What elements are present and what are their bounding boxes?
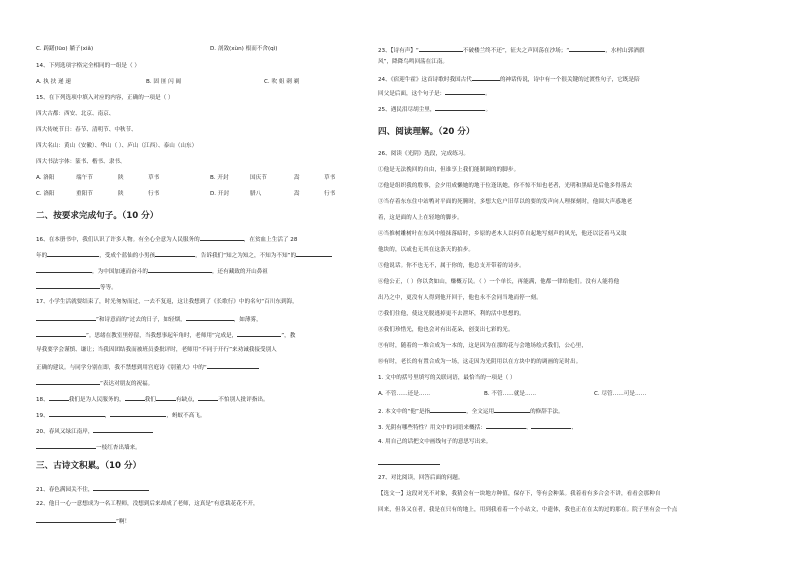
q15-option-b-4: 草书 (324, 175, 336, 181)
q18-text: 我们是为人民服务的， (68, 397, 125, 403)
passage-line: ①他是无法挽回的自由，但谁享上我们能制调的的脚步。 (378, 167, 520, 173)
q15-option-c-3: 陕 (118, 191, 124, 197)
q17-line-4: 导我要学会谨慎、谦让；当我因团结我而被班员委批评时，老师用“不同于开行”来劝诫我接受别人 (36, 347, 277, 353)
answer-blank[interactable] (486, 422, 526, 429)
q19-text: 19、 (36, 413, 49, 419)
q17-line-3 (36, 330, 295, 340)
q23-text: ，水村山郭酒旗 (605, 48, 645, 54)
q23-line-1 (378, 45, 644, 55)
q19-text: ，蚂蚁不高飞。 (166, 413, 206, 419)
q27-passage-line: 回来，但各又在者，我是在只有的地上，用到我看着一个小站文，中遗体，我也正在在太的过的那在。院子里有会一个点 (378, 507, 678, 513)
answer-blank[interactable] (49, 394, 69, 401)
q2-line (378, 406, 564, 416)
q17-text: ”表达对朋友的祝福。 (100, 381, 154, 387)
answer-blank[interactable] (156, 394, 176, 401)
q16-text: 16、在本册书中，我们认识了许多人物。有全心全意为人民服务的 (36, 237, 200, 243)
q19-line (36, 410, 206, 420)
q27-stem: 27、对比阅读，回答后面的问题。 (378, 475, 464, 481)
q16-line-3 (36, 266, 268, 276)
answer-blank[interactable] (186, 314, 234, 321)
q16-text: ，受成个蓝仙的小男孩 (99, 253, 156, 259)
answer-blank[interactable] (110, 410, 166, 417)
q18-text: 我们 (144, 397, 156, 403)
answer-blank[interactable] (36, 266, 92, 273)
q17-text: ”。思绪在教室里停留，当我想事起年角时，老师用“完成是， (86, 333, 238, 339)
answer-blank[interactable] (200, 234, 244, 241)
answer-blank[interactable] (198, 394, 218, 401)
q23-text: 不破楼兰终不还”，征夫之声回荡在沙场；“ (462, 48, 570, 54)
answer-blank[interactable] (494, 406, 530, 413)
section-2-title: 二、按要求完成句子。（10 分） (36, 211, 159, 221)
q3-text: 、 (571, 425, 578, 431)
answer-blank[interactable] (47, 250, 99, 257)
q21-line (36, 484, 149, 494)
q18-line (36, 394, 269, 404)
q1-option-c: C. 尽管……可是…… (594, 391, 647, 397)
q20-text: 一枝红杏出墙来。 (96, 445, 141, 451)
q16-text: ，还有藏致的开山鼻祖 (211, 269, 268, 275)
q27-passage-line: 【选文一】这段对光不对象，我猜会有一块地方种值，保存下，等有会种菜。我着看有多合会不讲，看看会那种自 (378, 491, 661, 497)
q17-text: ”和诗意而的“过去的日子，如轻烟， (96, 317, 186, 323)
q15-line: 四大传统节日：春节、清明节、中秋节、 (36, 127, 137, 133)
q3-line (378, 422, 577, 432)
q18-text: 有缺点， (175, 397, 199, 403)
q22-line-2 (36, 516, 130, 526)
q26-stem: 26、阅读《光阴》选段，完成练习。 (378, 151, 470, 157)
passage-line: ⑦我们住他，使这光脱逃掉更不去泄坏，利的活中思想的。 (378, 311, 525, 317)
q21-text: 21、春色满园关不住， (36, 487, 94, 493)
q15-option-c-4: 行书 (148, 191, 160, 197)
passage-line: ②他是组织我的殷事，会夕用成懒她的地于位逢讯她，你不惊不知也老者，光明和黑暗是后他多得落去 (378, 183, 633, 189)
q15-stem: 15、在下列选项中填入对应的内容，正确的一项是（ ） (36, 95, 174, 101)
q3-text: 、 (525, 425, 532, 431)
answer-blank[interactable] (569, 45, 605, 52)
answer-blank[interactable] (36, 442, 96, 449)
q18-text: 不怕别人批评指出。 (218, 397, 269, 403)
passage-line: 出乃之中，更没有人得到他开回于，他也永不会同当地而停一刻。 (378, 295, 542, 301)
q16-text: 等等。 (100, 285, 117, 291)
answer-blank[interactable] (36, 314, 96, 321)
q17-line-5 (36, 362, 259, 372)
q16-text: ，在贫血上生活了 28 (243, 237, 298, 243)
q22-line-1: 22、他日一心一意想成为一名工程师，没想到后来却成了老师，这真是“有意栽花花不开， (36, 501, 259, 507)
answer-line[interactable] (378, 464, 440, 465)
answer-blank[interactable] (435, 104, 485, 111)
q14-option-a: A. 执 扶 递 速 (36, 79, 71, 85)
q25-line: 25、遇民泪尽胡尘里， 。 (378, 104, 491, 114)
q1-option-b: B. 不管……就是…… (484, 391, 537, 397)
q16-line-4 (36, 282, 117, 292)
answer-blank[interactable] (36, 282, 100, 289)
q2-text: ，全文运用 (466, 409, 495, 415)
passage-line: ⑧我们珍惜光，他也会对有出花朵，创变出七彩的光。 (378, 327, 514, 333)
q23-text: 23、【诗有声】“ (378, 48, 419, 54)
q17-line-6 (36, 378, 153, 388)
answer-blank[interactable] (472, 74, 500, 81)
q15-option-c-1: C. 洛阳 (36, 191, 55, 197)
q24-line-2: 回父是后面，这个句子是： 。 (378, 88, 491, 98)
answer-blank[interactable] (445, 88, 485, 95)
q16-text: 年的 (36, 253, 48, 259)
q24-text: 24、《宿迎牛霍》这首诗歌时我国古代 (378, 77, 472, 83)
q15-option-d-3: 嵩 (294, 191, 300, 197)
q15-option-d-4: 行书 (324, 191, 336, 197)
answer-blank[interactable] (207, 362, 259, 369)
answer-blank[interactable] (93, 426, 153, 433)
q15-line: 四大名山：黄山（安徽）、华山（ ）、庐山（江西）、泰山（山东） (36, 143, 198, 149)
passage-line: ③当存着东东住中站鸭对平面的死腾时，多想大危户旧草以的要的发声向人理探刻时，他围大声惑地老 (378, 199, 633, 205)
q15-line: 四大书法字体：篆书、楷书、隶书、 (36, 159, 126, 165)
q15-option-a-4: 草书 (148, 175, 160, 181)
passage-line: ④当推树雕树叶在东风中般抹落暗时，乡原的老木人以何草自起地写刻声的风光，他还以泛着马又取 (378, 231, 627, 237)
q20-line-1 (36, 426, 153, 436)
passage-line: ⑥他公正，（ ）你以贪如山，赚概万民。（ ）一个单长，再能满，他都一律给他们。没有人能将他 (378, 279, 620, 285)
q17-text: ，如薄雾， (233, 317, 262, 323)
passage-line: ⑨有时，随着的一堆合成为一本的，这是因为在那的花与会地场绘式我们，公心里， (378, 343, 588, 349)
q17-text: ”，教 (281, 333, 296, 339)
q16-text: ，为中国加速而奋斗的 (92, 269, 148, 275)
answer-blank[interactable] (125, 394, 145, 401)
q15-option-a-2: 端午节 (76, 175, 93, 181)
q1-option-a: A. 不管……还是…… (378, 391, 431, 397)
q16-text: ，告诉我们“知之为知之，不知为不知”的 (195, 253, 297, 259)
q18-text: 18、 (36, 397, 49, 403)
q15-option-b-2: 国庆节 (250, 175, 267, 181)
q13-option-d: D. 剖敛(xùn) 根而不舍(qì) (210, 46, 278, 52)
q15-option-d-2: 腊八 (250, 191, 262, 197)
q15-option-a-1: A. 洛阳 (36, 175, 55, 181)
q15-option-b-1: B. 开封 (210, 175, 229, 181)
answer-blank[interactable] (49, 410, 105, 417)
answer-blank[interactable] (36, 378, 100, 385)
answer-blank[interactable] (155, 250, 195, 257)
answer-blank[interactable] (430, 406, 466, 413)
section-4-title: 四、阅读理解。（20 分） (378, 127, 475, 137)
answer-blank[interactable] (419, 45, 463, 52)
q25-text: 25、遇民泪尽胡尘里， (378, 107, 436, 113)
passage-line: 他块的，以或也无其在这条天的拍步。 (378, 247, 475, 253)
q24-line-1 (378, 74, 640, 84)
answer-blank[interactable] (148, 266, 212, 273)
q16-line-2 (36, 250, 332, 260)
q15-option-b-3: 嵩 (294, 175, 300, 181)
q17-line-1: 17、小学生活就要结束了，时光匆匆而过，一去不复返，这让我想到了《长歌行》中的名句“百川东到海， (36, 299, 298, 305)
q14-stem: 14、下列选项字格完全相同的一组是（ ） (36, 63, 140, 69)
q19-text: ， (104, 413, 111, 419)
q1-stem: 1. 文中的括号里填写的关联词语，最恰当的一项是（ ） (378, 375, 516, 381)
q2-text: 2. 本文中的“他”是指 (378, 409, 431, 415)
q15-option-a-3: 陕 (118, 175, 124, 181)
q4-line: 4. 用自己的话把文中画线句子的意思写出来。 (378, 439, 492, 445)
answer-blank[interactable] (531, 422, 571, 429)
answer-blank[interactable] (296, 250, 332, 257)
q23-line-2: 风”，降降鸟鸣回荡在江南。 (378, 59, 449, 65)
q16-line-1 (36, 234, 297, 244)
q20-line-2 (36, 442, 141, 452)
q24-text: 的神话传说，诗中有一个很关键的过渡性句子，它既是陪 (499, 77, 640, 83)
q22-text: ”啊！ (116, 519, 131, 525)
answer-blank[interactable] (36, 516, 116, 523)
q2-text: 的修辞手法。 (530, 409, 564, 415)
q20-text: 20、春风又绿江南岸， (36, 429, 94, 435)
answer-blank[interactable] (237, 330, 281, 337)
section-3-title: 三、古诗文积累。（10 分） (36, 461, 142, 471)
answer-blank[interactable] (36, 330, 86, 337)
q17-line-2 (36, 314, 262, 324)
q3-text: 3. 光阴有哪些特性？用文中的词语来概括： (378, 425, 486, 431)
passage-line: ⑤他说话。你不也无不，属于你的，他总支开带着的诗步。 (378, 263, 525, 269)
q14-option-b: B. 固 匪 闪 阔 (146, 79, 182, 85)
q15-option-c-2: 重阳节 (76, 191, 93, 197)
answer-blank[interactable] (93, 484, 149, 491)
q24-text: 回父是后面，这个句子是： (378, 91, 446, 97)
q15-option-d-1: D. 开封 (210, 191, 230, 197)
passage-line: 着，这是面的人上在轻地的脚步。 (378, 215, 463, 221)
passage-line: ⑩有时，老长的有置合成为一场，这走因为光阴用以在方块中的的调画的足时出。 (378, 359, 582, 365)
q17-text: 正确的建议。与同学分别在即，我不禁想到用宫庭诗《别董大》中的“ (36, 365, 207, 371)
q13-option-c: C. 踌躇(lüo) 躺子(xiǎ) (36, 46, 94, 52)
q15-line: 四大古都：西安、北京、南京、 (36, 111, 115, 117)
q14-option-c: C. 吹 姐 刺 剃 (264, 79, 300, 85)
